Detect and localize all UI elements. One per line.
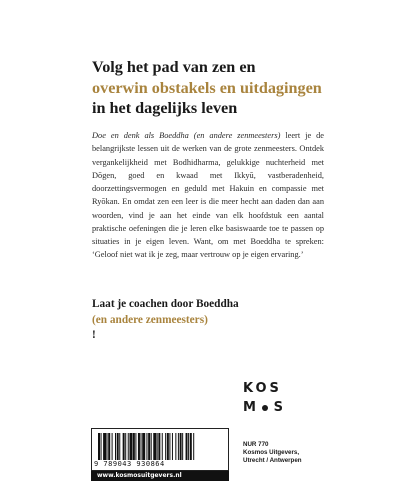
- nur-code: NUR 770: [243, 441, 269, 448]
- coach-tagline: [92, 297, 392, 344]
- blurb-text: leert je de belangrijkste lessen uit de werken van de grote zenmeesters. Ontdek vergankelijkheid met Bodhidharma, gelukkige nuchterheid met Dōgen, goed en kwaad met Ikkyū, vastberadenheid, doorzettingsvermogen en geduld met Hakuin en compassie met Ryōkan. En omdat zen een leer is die meer hecht aan daden dan aan woorden, vind je aan het einde van elk hoofdstuk een aantal praktische oefeningen die je leren elke basiswaarde toe te passen op situaties in je eigen leven. Want, om met Boeddha te spreken: ‘Geloof niet wat ik je zeg, maar vertrouw op je eigen ervaring.’: [92, 131, 324, 260]
- logo-top-text: KOS: [243, 380, 282, 396]
- barcode: [91, 428, 229, 471]
- logo-dot-icon: [262, 405, 268, 411]
- logo-bottom-row: [243, 400, 283, 415]
- coach-exclamation: !: [92, 329, 96, 341]
- logo-letter-m: M: [243, 399, 256, 415]
- headline-line-2: overwin obstakels en uitdagingen: [92, 78, 322, 97]
- barcode-bars-icon: [98, 433, 222, 460]
- kosmos-logo: [243, 381, 283, 419]
- publisher-name: Kosmos Uitgevers,: [243, 449, 300, 457]
- publisher-location: Utrecht / Antwerpen: [243, 457, 302, 465]
- blurb-book-title: Doe en denk als Boeddha (en andere zenmeesters): [92, 131, 281, 140]
- logo-letter-s: S: [273, 399, 283, 415]
- isbn-number: 9 789043 930864: [94, 460, 165, 468]
- headline-line-3: in het dagelijks leven: [92, 99, 238, 117]
- coach-line-1: Laat je coachen door Boeddha: [92, 298, 239, 310]
- blurb-paragraph: [92, 129, 324, 262]
- logo-top-row: [243, 381, 283, 396]
- imprint-info: [243, 441, 333, 466]
- coach-line-2: [92, 313, 392, 344]
- headline-line-1: Volg het pad van zen en: [92, 58, 256, 76]
- headline: [92, 57, 392, 119]
- coach-line-2-accent: (en andere zenmeesters): [92, 313, 208, 326]
- website-url: www.kosmosuitgevers.nl: [91, 471, 229, 481]
